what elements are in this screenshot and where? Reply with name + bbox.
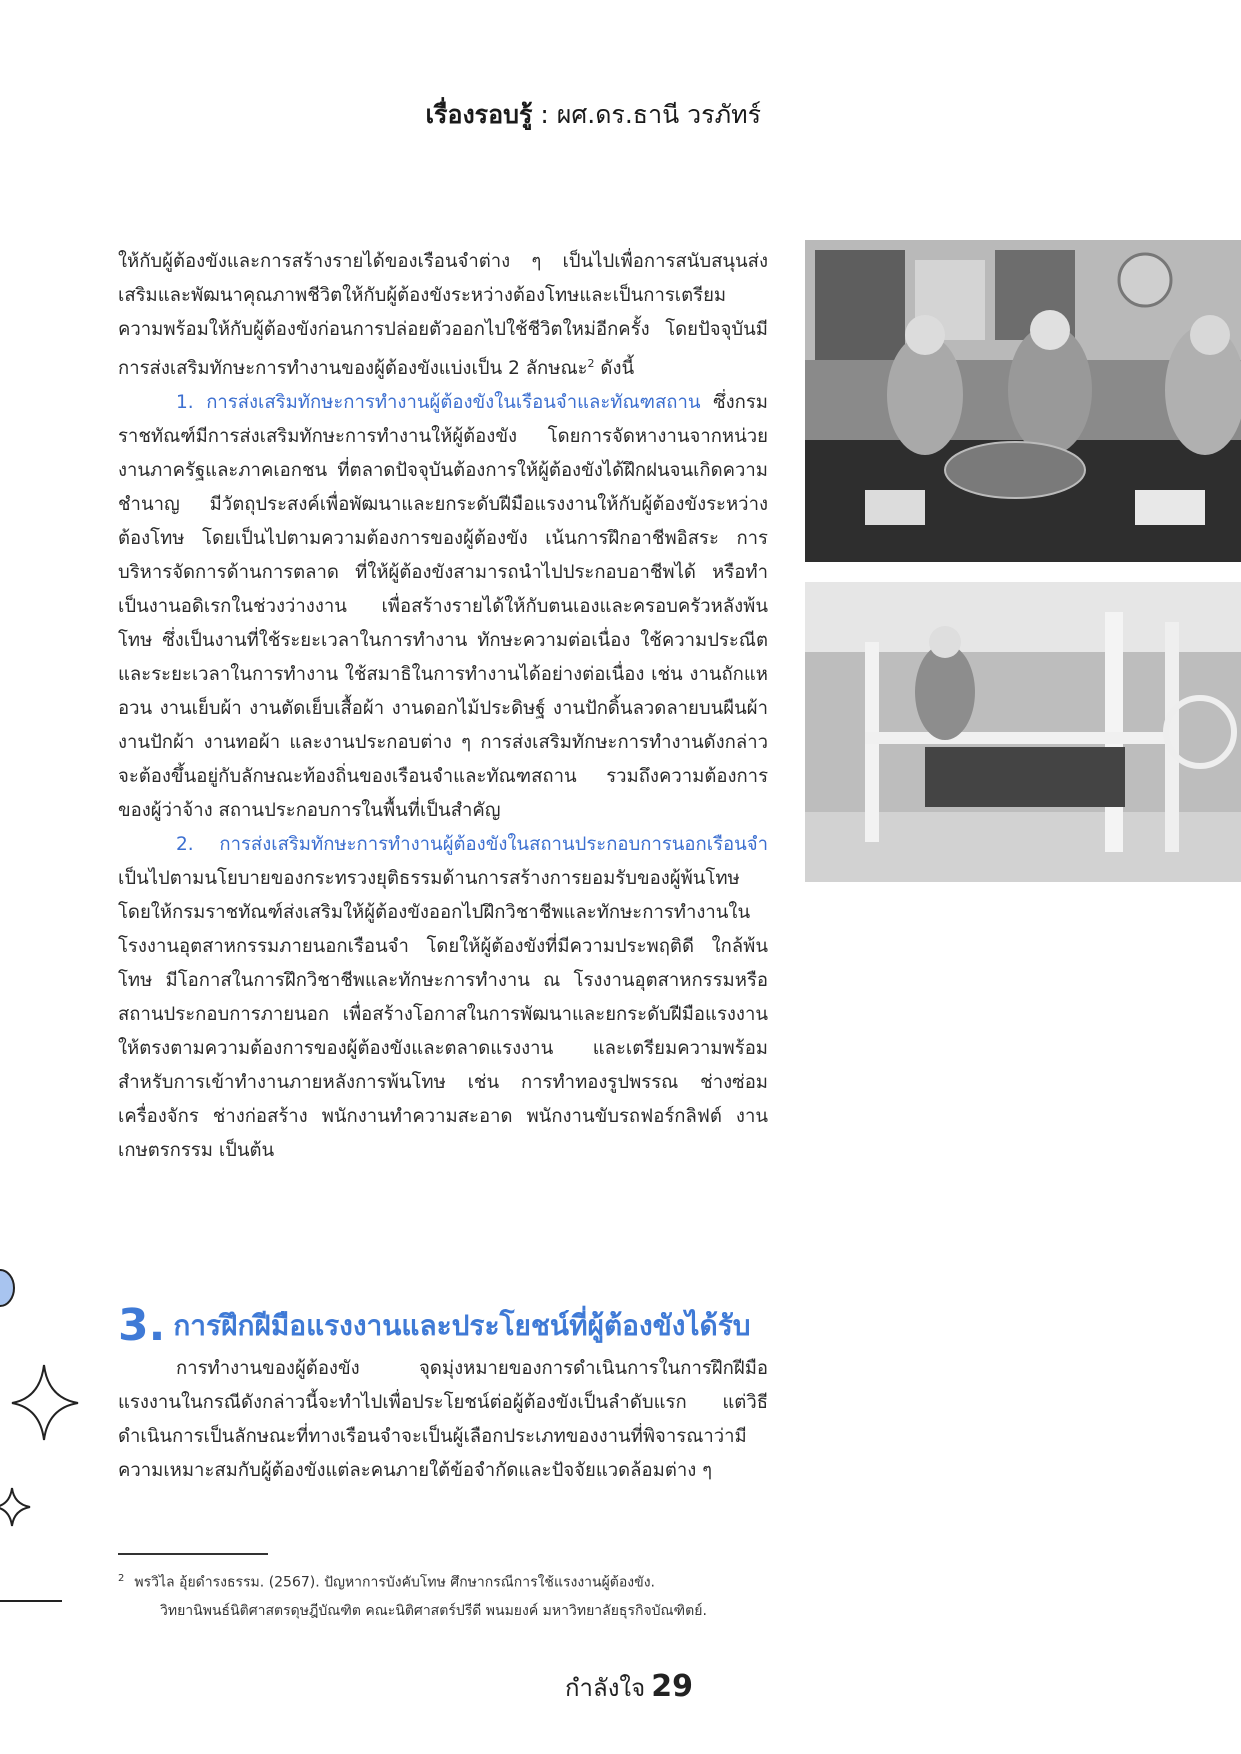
header-separator: :	[532, 100, 557, 129]
footnote-ref: 2	[587, 357, 595, 370]
circle-decoration-icon	[0, 1270, 14, 1306]
footnote-rule	[118, 1553, 268, 1555]
section-1-text: ซึ่งกรมราชทัณฑ์มีการส่งเสริมทักษะการทำงานให้ผู้ต้องขัง โดยการจัดหางานจากหน่วยงานภาครัฐและภาคเอกชน ที่ตลาดปัจจุบันต้องการให้ผู้ต้องขังได้ฝึกฝนจนเกิดความชำนาญ มีวัตถุประสงค์เพื่อพัฒนาและยกระดับฝีมือแรงงานให้กับผู้ต้องขังระหว่างต้องโทษ โดยเป็นไปตามความต้องการของผู้ต้องขัง เน้นการฝึกอาชีพอิสระ การบริหารจัดการด้านการตลาด ที่ให้ผู้ต้องขังสามารถนำไปประกอบอาชีพได้ หรือทำเป็นงานอดิเรกในช่วงว่างงาน เพื่อสร้างรายได้ให้กับตนเองและครอบครัวหลังพ้นโทษ ซึ่งเป็นงานที่ใช้ระยะเวลาในการทำงาน ทักษะความต่อเนื่อง ใช้ความประณีตและระยะเวลาในการทำงาน ใช้สมาธิในการทำงานได้อย่างต่อเนื่อง เช่น งานถักแหอวน งานเย็บผ้า งานตัดเย็บเสื้อผ้า งานดอกไม้ประดิษฐ์ งานปักดิ้นลวดลายบนผืนผ้า งานปักผ้า งานทอผ้า และงานประกอบต่าง ๆ การส่งเสริมทักษะการทำงานดังกล่าวจะต้องขึ้นอยู่กับลักษณะท้องถิ่นของเรือนจำและทัณฑสถาน รวมถึงความต้องการของผู้ว่าจ้าง สถานประกอบการในพื้นที่เป็นสำคัญ	[118, 392, 768, 822]
footnote-line-2: วิทยานิพนธ์นิติศาสตรดุษฎีบัณฑิต คณะนิติศาสตร์ปรีดี พนมยงค์ มหาวิทยาลัยธุรกิจบัณฑิตย์.	[160, 1602, 707, 1619]
page-footer	[565, 1668, 693, 1707]
body-column	[118, 245, 768, 1168]
photo-weaving-loom-image	[805, 582, 1241, 882]
footnote-line-1: พรวิไล อุ้ยดำรงธรรม. (2567). ปัญหาการบังคับโทษ ศึกษากรณีการใช้แรงงานผู้ต้องขัง.	[134, 1574, 655, 1591]
section-3-heading	[118, 1300, 778, 1351]
page-header	[425, 95, 761, 135]
intro-end: ดังนี้	[594, 358, 635, 380]
intro-text: ให้กับผู้ต้องขังและการสร้างรายได้ของเรือนจำต่าง ๆ เป็นไปเพื่อการสนับสนุนส่งเสริมและพัฒนาคุณภาพชีวิตให้กับผู้ต้องขังระหว่างต้องโทษและเป็นการเตรียมความพร้อมให้กับผู้ต้องขังก่อนการปล่อยตัวออกไปใช้ชีวิตใหม่อีกครั้ง โดยปัจจุบันมีการส่งเสริมทักษะการทำงานของผู้ต้องขังแบ่งเป็น 2 ลักษณะ	[118, 251, 768, 380]
page-number: 29	[651, 1669, 693, 1704]
section-2-text: เป็นไปตามนโยบายของกระทรวงยุติธรรมด้านการสร้างการยอมรับของผู้พ้นโทษ โดยให้กรมราชทัณฑ์ส่งเสริมให้ผู้ต้องขังออกไปฝึกวิชาชีพและทักษะการทำงานในโรงงานอุตสาหกรรมภายนอกเรือนจำ โดยให้ผู้ต้องขังที่มีความประพฤติดี ใกล้พ้นโทษ มีโอกาสในการฝึกวิชาชีพและทักษะการทำงาน ณ โรงงานอุตสาหกรรมหรือสถานประกอบการภายนอก เพื่อสร้างโอกาสในการพัฒนาและยกระดับฝีมือแรงงานให้ตรงตามความต้องการของผู้ต้องขังและตลาดแรงงาน และเตรียมความพร้อมสำหรับการเข้าทำงานภายหลังการพ้นโทษ เช่น การทำทองรูปพรรณ ช่างซ่อมเครื่องจักร ช่างก่อสร้าง พนักงานทำความสะอาด พนักงานขับรถฟอร์กลิฟต์ งานเกษตรกรรม เป็นต้น	[118, 868, 768, 1162]
photo-basket-weaving	[805, 240, 1241, 562]
section-2-heading: 2. การส่งเสริมทักษะการทำงานผู้ต้องขังในสถานประกอบการนอกเรือนจำ	[176, 834, 768, 856]
left-decoration	[0, 1260, 90, 1620]
section-3-paragraph: การทำงานของผู้ต้องขัง จุดมุ่งหมายของการดำเนินการในการฝึกฝีมือแรงงานในกรณีดังกล่าวนี้จะทำไปเพื่อประโยชน์ต่อผู้ต้องขังเป็นลำดับแรก แต่วิธีดำเนินการเป็นลักษณะที่ทางเรือนจำจะเป็นผู้เลือกประเภทของงานที่พิจารณาว่ามีความเหมาะสมกับผู้ต้องขังแต่ละคนภายใต้ข้อจำกัดและปัจจัยแวดล้อมต่าง ๆ	[118, 1358, 768, 1481]
photo-weaving-loom	[805, 582, 1241, 882]
photo-basket-weaving-image	[805, 240, 1241, 562]
footnote	[118, 1565, 778, 1625]
intro-paragraph	[118, 245, 768, 386]
section-1-heading: 1. การส่งเสริมทักษะการทำงานผู้ต้องขังในเรือนจำและทัณฑสถาน	[176, 392, 701, 414]
section-3-number: 3.	[118, 1300, 166, 1351]
footnote-number: 2	[118, 1573, 125, 1584]
header-label: เรื่องรอบรู้	[425, 100, 533, 129]
small-star-icon	[0, 1488, 30, 1526]
magazine-name: กำลังใจ	[565, 1674, 646, 1702]
sparkle-star-icon	[12, 1365, 78, 1440]
header-author: ผศ.ดร.ธานี วรภัทร์	[556, 100, 761, 129]
section-3-body	[118, 1352, 768, 1488]
section-2-paragraph	[118, 828, 768, 1168]
section-1-paragraph	[118, 386, 768, 828]
section-3-title: การฝึกฝีมือแรงงานและประโยชน์ที่ผู้ต้องขังได้รับ	[173, 1308, 751, 1342]
